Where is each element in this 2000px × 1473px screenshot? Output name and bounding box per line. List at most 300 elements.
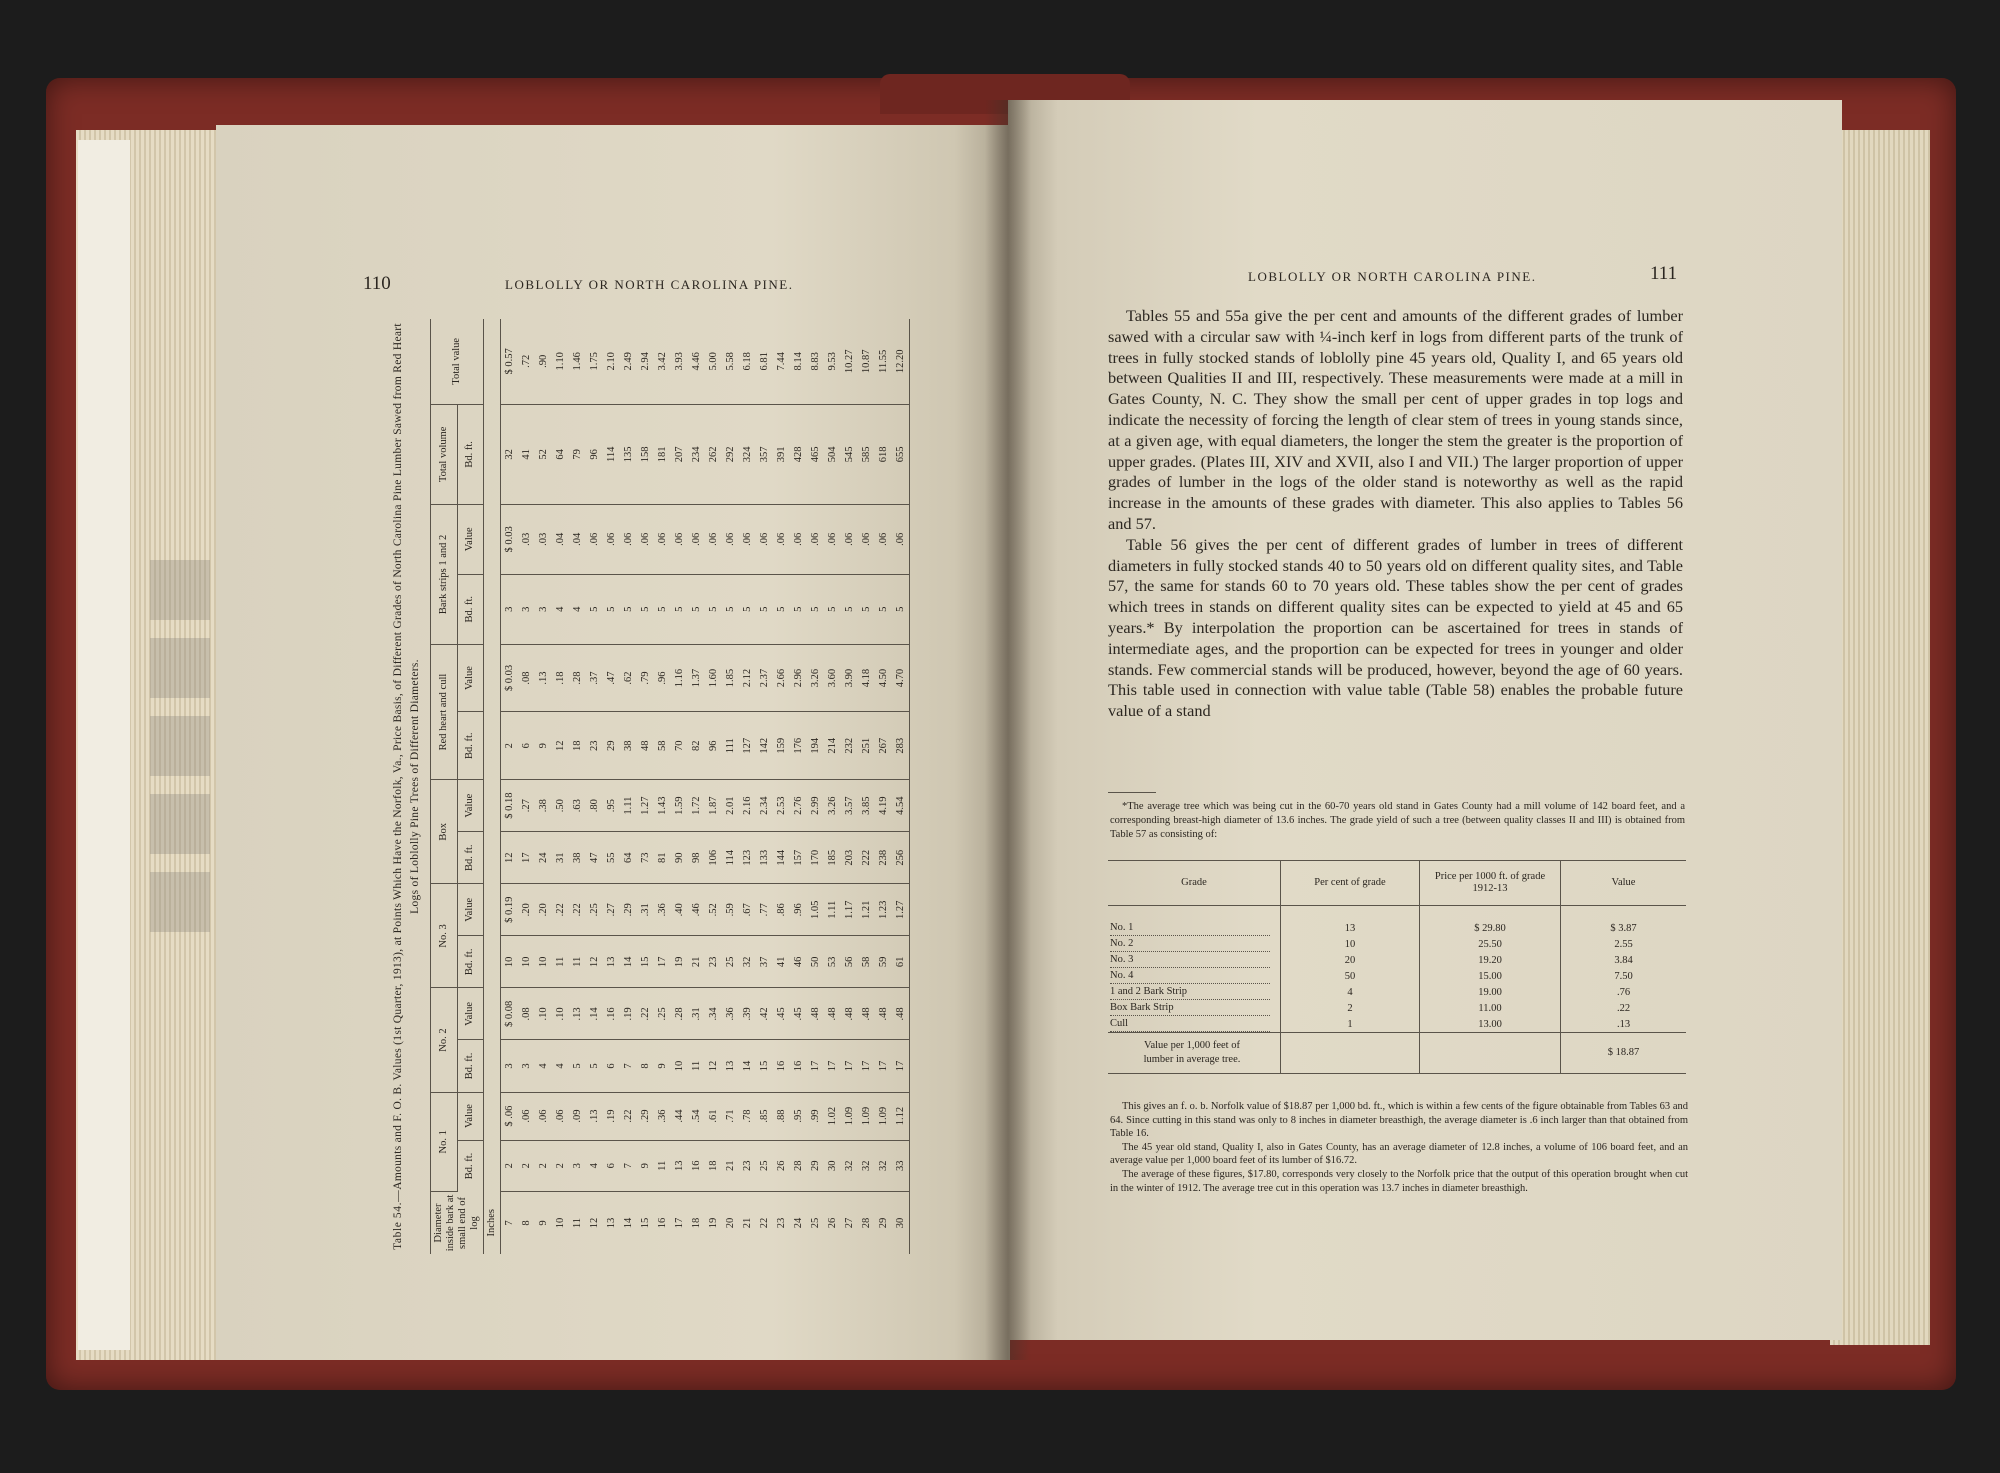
table-cell: .45 <box>773 988 790 1040</box>
table-cell: 2.49 <box>620 319 637 404</box>
table-cell: .06 <box>705 505 722 575</box>
table-row <box>1108 936 1686 952</box>
table-cell: .27 <box>518 780 535 832</box>
table-cell: .06 <box>875 505 892 575</box>
table-cell: 19.00 <box>1420 984 1561 1000</box>
table-cell: 1.23 <box>875 884 892 936</box>
table-cell: 135 <box>620 404 637 504</box>
table-row <box>858 319 875 1254</box>
table-cell: .46 <box>688 884 705 936</box>
table-row <box>841 319 858 1254</box>
table-cell: 10 <box>1281 936 1420 952</box>
table-cell: 10 <box>555 1217 566 1229</box>
table-cell: 26 <box>827 1217 838 1229</box>
table-cell: .28 <box>671 988 688 1040</box>
table-row <box>671 319 688 1254</box>
table-cell: 2.55 <box>1561 936 1687 952</box>
table-cell: 1.10 <box>552 319 569 404</box>
th-sub-value: Value <box>457 505 484 575</box>
table-cell: 2.34 <box>756 780 773 832</box>
table-cell: .67 <box>739 884 756 936</box>
table-cell: .37 <box>586 644 603 711</box>
th-sub-value: Value <box>457 780 484 832</box>
table-cell: 144 <box>773 832 790 884</box>
table-cell: 106 <box>705 832 722 884</box>
table-cell: .13 <box>586 1092 603 1140</box>
th-grade: Grade <box>1108 861 1281 906</box>
table-cell: .06 <box>620 505 637 575</box>
table-cell: 5 <box>790 574 807 644</box>
table-cell: 2.99 <box>807 780 824 832</box>
table-cell: 4.50 <box>875 644 892 711</box>
table-cell: 11.00 <box>1420 1000 1561 1016</box>
table-cell: 5 <box>620 574 637 644</box>
table-cell: 203 <box>841 832 858 884</box>
table-cell: 2.66 <box>773 644 790 711</box>
table-cell: .22 <box>552 884 569 936</box>
table-cell: 5 <box>807 574 824 644</box>
table-cell: .77 <box>756 884 773 936</box>
table-cell: 1.87 <box>705 780 722 832</box>
yield-total-empty <box>1420 1033 1561 1074</box>
table-cell: 1.27 <box>892 884 910 936</box>
th-sub-value: Value <box>457 1092 484 1140</box>
table-cell: 3 <box>501 1040 519 1092</box>
table-cell: 2.53 <box>773 780 790 832</box>
table-cell: 5 <box>603 574 620 644</box>
table-cell: 33 <box>892 1140 910 1191</box>
table-cell: 16 <box>773 1040 790 1092</box>
table-cell: 96 <box>586 404 603 504</box>
table-row <box>1108 968 1686 984</box>
table-cell: 4 <box>535 1040 552 1092</box>
table-cell: 17 <box>674 1217 685 1229</box>
table-cell: 7 <box>620 1140 637 1191</box>
grade-yield-body <box>1108 906 1686 1033</box>
table-cell: 3 <box>535 574 552 644</box>
table-row <box>1108 906 1686 937</box>
table-cell: .06 <box>654 505 671 575</box>
table-cell: .25 <box>654 988 671 1040</box>
yield-total-label: Value per 1,000 feet of lumber in average tree. <box>1108 1033 1281 1074</box>
table-row <box>807 319 824 1254</box>
table-cell: 32 <box>875 1140 892 1191</box>
table-cell: 47 <box>586 832 603 884</box>
table-cell: .31 <box>637 884 654 936</box>
table-cell: .47 <box>603 644 620 711</box>
table-54-title: Amounts and F. O. B. Values (1st Quarter, 1913), at Points Which Have the Norfolk, Va., Price Basis, of Different Grades of North Carolina Pine Lumber Sawed from Red Heart Logs of Loblolly Pine Trees of Different Diameters. <box>392 323 421 1190</box>
table-cell: .85 <box>756 1092 773 1140</box>
table-cell: 7 <box>620 1040 637 1092</box>
table-cell: .08 <box>518 988 535 1040</box>
table-cell: 5 <box>654 574 671 644</box>
table-cell: 25 <box>810 1217 821 1229</box>
right-page-number: 111 <box>1650 263 1678 284</box>
table-cell: 232 <box>841 712 858 780</box>
table-cell: .90 <box>535 319 552 404</box>
table-cell: .08 <box>518 644 535 711</box>
notes <box>1110 1100 1688 1195</box>
table-cell: 28 <box>861 1217 872 1229</box>
table-cell: 8.14 <box>790 319 807 404</box>
table-cell: 32 <box>858 1140 875 1191</box>
table-cell: .22 <box>637 988 654 1040</box>
table-cell: 55 <box>603 832 620 884</box>
table-cell: .78 <box>739 1092 756 1140</box>
table-cell: 4.46 <box>688 319 705 404</box>
table-cell: .19 <box>603 1092 620 1140</box>
table-cell: 1 <box>1281 1016 1420 1033</box>
left-running-head: LOBLOLLY OR NORTH CAROLINA PINE. <box>505 277 794 292</box>
table-cell: 251 <box>858 712 875 780</box>
table-cell: .10 <box>552 988 569 1040</box>
table-cell: 11 <box>688 1040 705 1092</box>
table-row <box>892 319 910 1254</box>
table-cell: 12 <box>586 936 603 988</box>
table-cell: 1.09 <box>858 1092 875 1140</box>
table-cell: 5 <box>586 1040 603 1092</box>
table-cell: 21 <box>688 936 705 988</box>
table-cell: $ 0.03 <box>501 644 519 711</box>
table-54-caption <box>390 319 424 1254</box>
th-sub-bdft: Bd. ft. <box>457 712 484 780</box>
table-cell: 31 <box>552 832 569 884</box>
table-cell: 3.26 <box>807 644 824 711</box>
table-cell: .48 <box>892 988 910 1040</box>
table-cell: 79 <box>569 404 586 504</box>
table-cell: 1.27 <box>637 780 654 832</box>
th-value: Value <box>1561 861 1687 906</box>
table-cell: 38 <box>569 832 586 884</box>
table-cell: 1.59 <box>671 780 688 832</box>
th-spacer <box>484 319 501 1192</box>
right-running-head: LOBLOLLY OR NORTH CAROLINA PINE. <box>1248 269 1537 284</box>
table-cell: 10.87 <box>858 319 875 404</box>
table-cell: .04 <box>552 505 569 575</box>
table-cell: 4 <box>569 574 586 644</box>
table-cell: 16 <box>688 1140 705 1191</box>
table-cell: 214 <box>824 712 841 780</box>
table-cell: .22 <box>1561 1000 1687 1016</box>
table-cell: .95 <box>790 1092 807 1140</box>
table-cell: .06 <box>518 1092 535 1140</box>
table-cell: .31 <box>688 988 705 1040</box>
table-cell: 3.90 <box>841 644 858 711</box>
th-diameter: Diameter inside bark at small end of log <box>431 1192 484 1255</box>
table-cell: .38 <box>535 780 552 832</box>
table-cell: 2.10 <box>603 319 620 404</box>
show-through-marks <box>150 560 210 980</box>
table-cell: 81 <box>654 832 671 884</box>
table-cell: .03 <box>518 505 535 575</box>
table-row <box>875 319 892 1254</box>
table-cell: 2.01 <box>722 780 739 832</box>
th-red-heart: Red heart and cull <box>431 644 458 779</box>
table-cell: 12 <box>501 832 519 884</box>
table-cell: 18 <box>569 712 586 780</box>
table-cell: 1.43 <box>654 780 671 832</box>
table-row <box>569 319 586 1254</box>
table-cell: .22 <box>569 884 586 936</box>
table-cell: 158 <box>637 404 654 504</box>
table-cell: 11 <box>552 936 569 988</box>
table-cell: 185 <box>824 832 841 884</box>
table-row <box>722 319 739 1254</box>
table-cell: .06 <box>892 505 910 575</box>
table-cell: 292 <box>722 404 739 504</box>
table-cell: .20 <box>518 884 535 936</box>
table-cell: 9 <box>535 712 552 780</box>
table-cell: .25 <box>586 884 603 936</box>
table-cell: 10 <box>501 936 519 988</box>
table-cell: 53 <box>824 936 841 988</box>
table-cell: 181 <box>654 404 671 504</box>
table-cell: 2.94 <box>637 319 654 404</box>
table-cell: 10 <box>671 1040 688 1092</box>
table-cell: 3.26 <box>824 780 841 832</box>
table-cell: .34 <box>705 988 722 1040</box>
table-cell: 20 <box>725 1217 736 1229</box>
table-cell: .45 <box>790 988 807 1040</box>
table-cell: 5 <box>722 574 739 644</box>
table-cell: 15 <box>756 1040 773 1092</box>
table-cell: 4.70 <box>892 644 910 711</box>
table-cell: 96 <box>705 712 722 780</box>
table-cell: .44 <box>671 1092 688 1140</box>
table-cell: .06 <box>807 505 824 575</box>
table-cell: 4 <box>1281 984 1420 1000</box>
table-cell: 5 <box>773 574 790 644</box>
table-cell: 29 <box>807 1140 824 1191</box>
table-cell: 142 <box>756 712 773 780</box>
table-cell: 73 <box>637 832 654 884</box>
th-total-value: Total value <box>431 319 484 404</box>
table-cell: 1.09 <box>875 1092 892 1140</box>
table-cell: 3.93 <box>671 319 688 404</box>
table-cell: 2 <box>501 712 519 780</box>
table-cell: 2.12 <box>739 644 756 711</box>
table-cell: 1.02 <box>824 1092 841 1140</box>
table-cell: 127 <box>739 712 756 780</box>
table-cell: .48 <box>824 988 841 1040</box>
table-cell: .39 <box>739 988 756 1040</box>
table-row <box>620 319 637 1254</box>
table-cell: 30 <box>824 1140 841 1191</box>
table-cell: 50 <box>1281 968 1420 984</box>
table-row <box>1108 984 1686 1000</box>
table-cell: 9 <box>654 1040 671 1092</box>
table-cell: .29 <box>620 884 637 936</box>
table-cell: $ 0.57 <box>501 319 519 404</box>
table-cell: 5 <box>586 574 603 644</box>
table-cell: 13 <box>671 1140 688 1191</box>
table-cell: .06 <box>586 505 603 575</box>
table-cell: 56 <box>841 936 858 988</box>
table-54-number: Table 54.— <box>392 1189 404 1250</box>
page-edge-marker <box>78 140 130 1350</box>
table-cell: 5 <box>875 574 892 644</box>
table-cell: .50 <box>552 780 569 832</box>
table-cell: .96 <box>790 884 807 936</box>
table-cell: 17 <box>892 1040 910 1092</box>
table-cell: $ 3.87 <box>1561 906 1687 937</box>
table-cell: .79 <box>637 644 654 711</box>
th-total-volume: Total volume <box>431 404 458 504</box>
table-row <box>688 319 705 1254</box>
table-cell: 7.50 <box>1561 968 1687 984</box>
table-cell: 6 <box>603 1040 620 1092</box>
table-cell: 1.72 <box>688 780 705 832</box>
table-cell: 13 <box>606 1217 617 1229</box>
table-cell: 4.54 <box>892 780 910 832</box>
table-cell: .06 <box>773 505 790 575</box>
table-cell: 111 <box>722 712 739 780</box>
table-cell: 2 <box>1281 1000 1420 1016</box>
table-cell: 23 <box>739 1140 756 1191</box>
table-cell: 98 <box>688 832 705 884</box>
table-row <box>1108 1016 1686 1033</box>
table-cell: 428 <box>790 404 807 504</box>
table-cell: .20 <box>535 884 552 936</box>
table-cell: 61 <box>892 936 910 988</box>
table-cell: No. 4 <box>1108 968 1281 984</box>
table-cell: 114 <box>722 832 739 884</box>
table-cell: .22 <box>620 1092 637 1140</box>
table-cell: No. 3 <box>1108 952 1281 968</box>
table-cell: $ 0.19 <box>501 884 519 936</box>
table-cell: 262 <box>705 404 722 504</box>
table-cell: 15.00 <box>1420 968 1561 984</box>
table-cell: .86 <box>773 884 790 936</box>
paragraph-1: Tables 55 and 55a give the per cent and amounts of the different grades of lumber sawed with a circular saw with ¼-inch kerf in logs from different parts of the trunk of trees in fully stocked stands of loblolly pine 45 years old, Quality I, and 65 years old between Qualities II and III, respectively. These measurements were made at a mill in Gates County, N. C. They show the small per cent of upper grades in top logs and indicate the necessity of forcing the length of clear stem of trees in young stands since, at a given age, with equal diameters, the longer the stem the greater is the proportion of upper grades. (Plates III, XIV and XVII, also I and VII.) The larger proportion of upper grades of lumber in the logs of the older stand is noteworthy as well as the rapid increase in the amounts of these grades with diameter. This also applies to Tables 56 and 57. <box>1108 306 1683 533</box>
table-cell: 4 <box>552 574 569 644</box>
table-cell: 3.84 <box>1561 952 1687 968</box>
th-no3: No. 3 <box>431 884 458 988</box>
table-cell: 11 <box>572 1217 583 1229</box>
table-cell: 12 <box>705 1040 722 1092</box>
th-no1: No. 1 <box>431 1092 458 1191</box>
table-cell: 1.11 <box>824 884 841 936</box>
th-box: Box <box>431 780 458 884</box>
table-cell: 22 <box>759 1217 770 1229</box>
table-cell: 1.17 <box>841 884 858 936</box>
th-bark-strips: Bark strips 1 and 2 <box>431 505 458 645</box>
table-cell: .54 <box>688 1092 705 1140</box>
footnote <box>1110 800 1685 842</box>
table-cell: .18 <box>552 644 569 711</box>
table-cell: .16 <box>603 988 620 1040</box>
table-cell: 8 <box>521 1220 532 1226</box>
table-cell: .27 <box>603 884 620 936</box>
table-cell: 17 <box>824 1040 841 1092</box>
table-cell: 58 <box>654 712 671 780</box>
table-cell: Box Bark Strip <box>1108 1000 1281 1016</box>
table-cell: 1 and 2 Bark Strip <box>1108 984 1281 1000</box>
th-sub-value: Value <box>457 884 484 936</box>
table-cell: .06 <box>841 505 858 575</box>
table-cell: 13.00 <box>1420 1016 1561 1033</box>
table-cell: .06 <box>790 505 807 575</box>
table-cell: Cull <box>1108 1016 1281 1033</box>
table-cell: 41 <box>773 936 790 988</box>
table-cell: 5.58 <box>722 319 739 404</box>
table-cell: 9 <box>637 1140 654 1191</box>
table-cell: 324 <box>739 404 756 504</box>
table-cell: 2.16 <box>739 780 756 832</box>
table-cell: 222 <box>858 832 875 884</box>
table-cell: .72 <box>518 319 535 404</box>
table-row <box>773 319 790 1254</box>
table-cell: 32 <box>841 1140 858 1191</box>
table-cell: .59 <box>722 884 739 936</box>
table-cell: .80 <box>586 780 603 832</box>
table-cell: 21 <box>742 1217 753 1229</box>
table-row <box>603 319 620 1254</box>
table-cell: 465 <box>807 404 824 504</box>
table-row <box>739 319 756 1254</box>
table-cell: 14 <box>620 936 637 988</box>
table-cell: 5 <box>892 574 910 644</box>
table-cell: 25 <box>722 936 739 988</box>
table-cell: 1.12 <box>892 1092 910 1140</box>
table-cell: 23 <box>705 936 722 988</box>
table-cell: 2 <box>552 1140 569 1191</box>
table-cell: 1.85 <box>722 644 739 711</box>
table-cell: 26 <box>773 1140 790 1191</box>
table-54-body <box>501 319 910 1254</box>
table-cell: .10 <box>535 988 552 1040</box>
table-cell: .96 <box>654 644 671 711</box>
table-cell: 2 <box>501 1140 519 1191</box>
table-cell: .06 <box>722 505 739 575</box>
table-cell: 23 <box>776 1217 787 1229</box>
table-cell: 19 <box>708 1217 719 1229</box>
table-cell: 12.20 <box>892 319 910 404</box>
table-row <box>824 319 841 1254</box>
table-cell: 48 <box>637 712 654 780</box>
table-cell: .06 <box>552 1092 569 1140</box>
table-cell: 159 <box>773 712 790 780</box>
paragraph-2: Table 56 gives the per cent of different grades of lumber in trees of different diameters in fully stocked stands 40 to 50 years old on different quality sites, and Table 57, the same for stands 60 to 70 years old. These tables show the per cent of grades which trees in stands on different quality sites can be expected to yield at 45 and 65 years.* By interpolation the proportion can be ascertained for trees in stands of intermediate ages, and the proportion can be expected for trees in younger and older stands. Few commercial stands will be produced, however, beyond the age of 60 years. This table used in connection with value table (Table 58) enables the probable future value of a stand <box>1108 534 1683 721</box>
table-cell: 59 <box>875 936 892 988</box>
table-cell: 618 <box>875 404 892 504</box>
table-cell: .42 <box>756 988 773 1040</box>
th-sub-bdft: Bd. ft. <box>457 832 484 884</box>
body-text <box>1108 306 1683 722</box>
table-cell: No. 1 <box>1108 906 1281 937</box>
table-cell: 5 <box>569 1040 586 1092</box>
table-cell: .13 <box>569 988 586 1040</box>
grade-yield-table <box>1108 860 1686 1074</box>
table-cell: 5 <box>637 574 654 644</box>
table-cell: 3.60 <box>824 644 841 711</box>
table-cell: 2 <box>518 1140 535 1191</box>
left-page-number: 110 <box>363 273 391 294</box>
table-cell: 170 <box>807 832 824 884</box>
table-cell: 16 <box>790 1040 807 1092</box>
table-row <box>1108 1000 1686 1016</box>
table-row <box>654 319 671 1254</box>
footnote-rule <box>1108 792 1156 793</box>
table-54 <box>430 319 910 1254</box>
th-price: Price per 1000 ft. of grade 1912-13 <box>1420 861 1561 906</box>
table-cell: .95 <box>603 780 620 832</box>
table-cell: .06 <box>535 1092 552 1140</box>
table-cell: 38 <box>620 712 637 780</box>
table-cell: 17 <box>518 832 535 884</box>
table-cell: .62 <box>620 644 637 711</box>
table-cell: .06 <box>688 505 705 575</box>
